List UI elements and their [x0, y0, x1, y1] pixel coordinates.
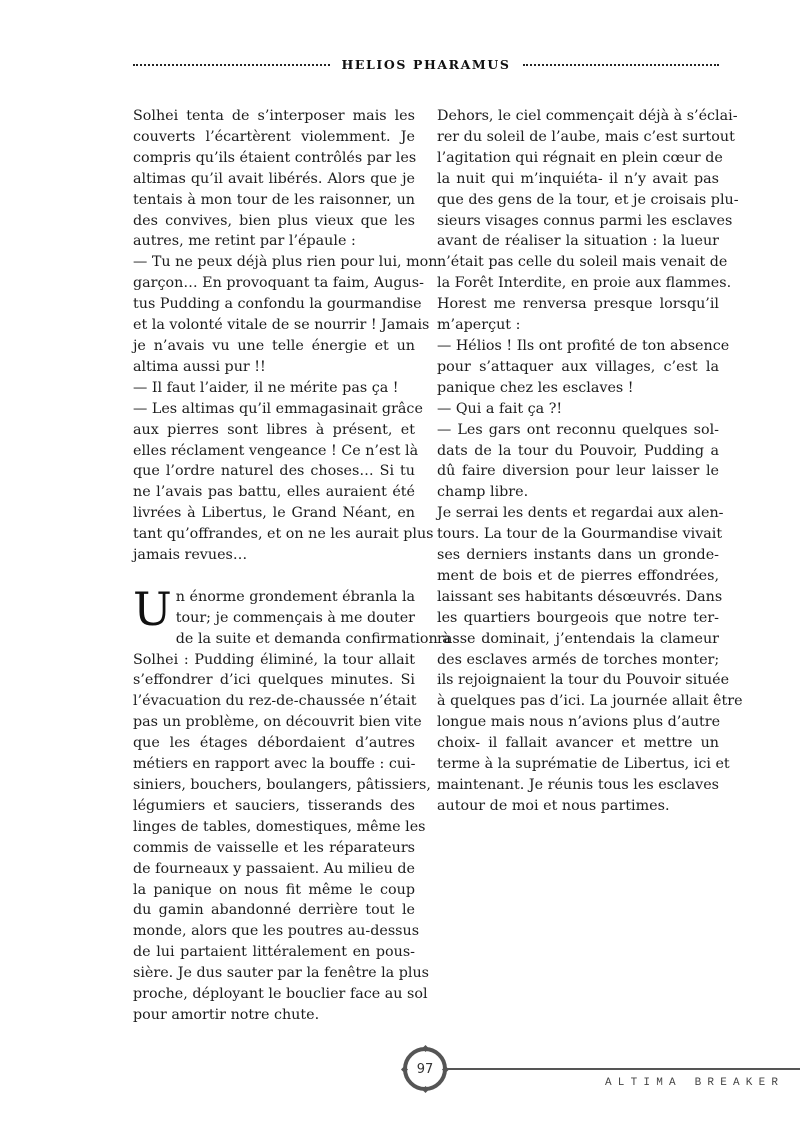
- text-line: — Les altimas qu’il emmagasinait grâce: [133, 400, 423, 417]
- text-line: ment de bois et de pierres effondrées,: [437, 567, 719, 584]
- text-line: la Forêt Interdite, en proie aux flammes.: [437, 275, 732, 292]
- text-line: l’évacuation du rez-de-chaussée n’était: [133, 693, 417, 710]
- text-line: commis de vaisselle et les réparateurs: [133, 839, 415, 856]
- text-line: n’était pas celle du soleil mais venait de: [437, 254, 728, 271]
- page-number: 97: [416, 1061, 434, 1077]
- left-text-block-2: [133, 581, 451, 1026]
- text-line: altima aussi pur !!: [133, 358, 266, 375]
- text-line: laissant ses habitants désœuvrés. Dans: [437, 588, 723, 605]
- text-line: de fourneaux y passaient. Au milieu de: [133, 860, 415, 877]
- text-line: la panique on nous fit même le coup: [133, 881, 415, 898]
- page-footer: [0, 1044, 800, 1104]
- text-line: dû faire diversion pour leur laisser le: [437, 463, 719, 480]
- drop-cap: U: [133, 581, 172, 636]
- text-line: pas un problème, on découvrit bien vite: [133, 714, 422, 731]
- text-line: aux pierres sont libres à présent, et: [133, 421, 415, 438]
- text-line: Dehors, le ciel commençait déjà à s’éclai-: [437, 108, 738, 124]
- text-line: Je serrai les dents et regardai aux alen-: [437, 505, 724, 522]
- header-dotted-rule-right: [523, 64, 720, 66]
- footer-book-title: ALTIMA BREAKER: [605, 1077, 785, 1089]
- text-line: s’effondrer d’ici quelques minutes. Si: [133, 672, 415, 689]
- text-line: n énorme grondement ébranla la: [175, 588, 416, 605]
- text-line: elles réclament vengeance ! Ce n’est là: [133, 442, 419, 459]
- text-line: que des gens de la tour, et je croisais plu-: [437, 191, 739, 208]
- text-line: de lui partaient littéralement en pous-: [133, 944, 415, 961]
- text-line: maintenant. Je réunis tous les esclaves: [437, 777, 719, 793]
- section-break: [133, 566, 415, 587]
- text-line: ses derniers instants dans un gronde-: [437, 547, 719, 564]
- text-line: champ libre.: [437, 484, 529, 501]
- left-text-block-1: [133, 106, 438, 566]
- text-line: proche, déployant le bouclier face au sol: [133, 986, 428, 1003]
- header-title: HELIOS PHARAMUS: [341, 56, 511, 72]
- text-line: tentais à mon tour de les raisonner, un: [133, 191, 415, 208]
- text-line: livrées à Libertus, le Grand Néant, en: [133, 505, 415, 522]
- text-line: Solhei tenta de s’interposer mais les: [133, 108, 415, 124]
- text-line: les quartiers bourgeois que notre ter-: [437, 609, 719, 626]
- text-line: autres, me retint par l’épaule :: [133, 233, 356, 250]
- left-text-block-2-lines: [133, 581, 451, 1026]
- text-line: sieurs visages connus parmi les esclaves: [437, 212, 733, 229]
- text-line: — Qui a fait ça ?!: [437, 400, 563, 417]
- text-line: tours. La tour de la Gourmandise vivait: [437, 526, 723, 543]
- text-line: — Hélios ! Ils ont profité de ton absence: [437, 337, 730, 354]
- text-line: de la suite et demanda confirmation à: [175, 630, 451, 647]
- text-line: que les étages débordaient d’autres: [133, 735, 415, 752]
- text-line: garçon… En provoquant ta faim, Augus-: [133, 275, 424, 292]
- text-line: sière. Je dus sauter par la fenêtre la plus: [133, 965, 429, 982]
- text-line: tus Pudding a confondu la gourmandise: [133, 296, 422, 313]
- badge-ornament-left: [401, 1065, 408, 1072]
- text-line: — Il faut l’aider, il ne mérite pas ça !: [133, 379, 399, 396]
- text-line: du gamin abandonné derrière tout le: [133, 902, 415, 919]
- text-line: que l’ordre naturel des choses… Si tu: [133, 463, 415, 480]
- text-line: dats de la tour du Pouvoir, Pudding a: [437, 442, 719, 459]
- text-line: tant qu’offrandes, et on ne les aurait plus: [133, 526, 434, 543]
- text-line: la nuit qui m’inquiéta- il n’y avait pas: [437, 170, 719, 187]
- text-line: métiers en rapport avec la bouffe : cui-: [133, 756, 416, 773]
- text-line: siniers, bouchers, boulangers, pâtissiers,: [133, 776, 431, 793]
- page-number-badge: [403, 1047, 447, 1091]
- header-dotted-rule-left: [133, 64, 330, 66]
- text-line: compris qu’ils étaient contrôlés par les: [133, 149, 417, 166]
- text-line: l’agitation qui régnait en plein cœur de: [437, 149, 723, 166]
- text-line: des convives, bien plus vieux que les: [133, 212, 415, 229]
- running-header: [133, 54, 719, 74]
- text-line: autour de moi et nous partimes.: [437, 797, 670, 814]
- text-line: altimas qu’il avait libérés. Alors que je: [133, 170, 415, 187]
- text-line: et la volonté vitale de se nourrir ! Jamais: [133, 317, 430, 334]
- text-line: tour; je commençais à me douter: [175, 609, 415, 626]
- text-line: — Les gars ont reconnu quelques sol-: [437, 421, 719, 438]
- text-line: terme à la suprématie de Libertus, ici et: [437, 756, 730, 773]
- text-line: légumiers et sauciers, tisserands des: [133, 797, 415, 814]
- text-line: avant de réaliser la situation : la lueur: [437, 233, 719, 250]
- text-line: linges de tables, domestiques, même les: [133, 818, 426, 835]
- text-line: pour amortir notre chute.: [133, 1006, 320, 1023]
- text-line: Solhei : Pudding éliminé, la tour allait: [133, 651, 415, 668]
- text-line: — Tu ne peux déjà plus rien pour lui, mon: [133, 254, 438, 271]
- text-line: couverts l’écartèrent violemment. Je: [133, 128, 415, 145]
- text-line: Horest me renversa presque lorsqu’il: [437, 296, 719, 313]
- text-line: longue mais nous n’avions plus d’autre: [437, 714, 721, 731]
- text-line: pour s’attaquer aux villages, c’est la: [437, 358, 719, 375]
- text-line: rer du soleil de l’aube, mais c’est surtout: [437, 128, 735, 145]
- text-line: des esclaves armés de torches monter;: [437, 651, 720, 668]
- right-text-block: [437, 106, 743, 817]
- text-line: monde, alors que les poutres au-dessus: [133, 923, 420, 940]
- text-line: ne l’avais pas battu, elles auraient été: [133, 484, 415, 501]
- text-line: panique chez les esclaves !: [437, 379, 634, 396]
- left-column: [133, 106, 451, 1026]
- text-line: rasse dominait, j’entendais la clameur: [437, 630, 719, 647]
- text-line: jamais revues…: [133, 547, 248, 564]
- right-column: [437, 106, 743, 817]
- text-line: ils rejoignaient la tour du Pouvoir située: [437, 672, 730, 689]
- text-line: m’aperçut :: [437, 317, 521, 334]
- text-line: je n’avais vu une telle énergie et un: [133, 337, 415, 354]
- badge-ornament-right: [442, 1065, 449, 1072]
- text-line: à quelques pas d’ici. La journée allait être: [437, 693, 743, 710]
- text-line: choix- il fallait avancer et mettre un: [437, 735, 719, 752]
- footer-rule: [447, 1068, 800, 1070]
